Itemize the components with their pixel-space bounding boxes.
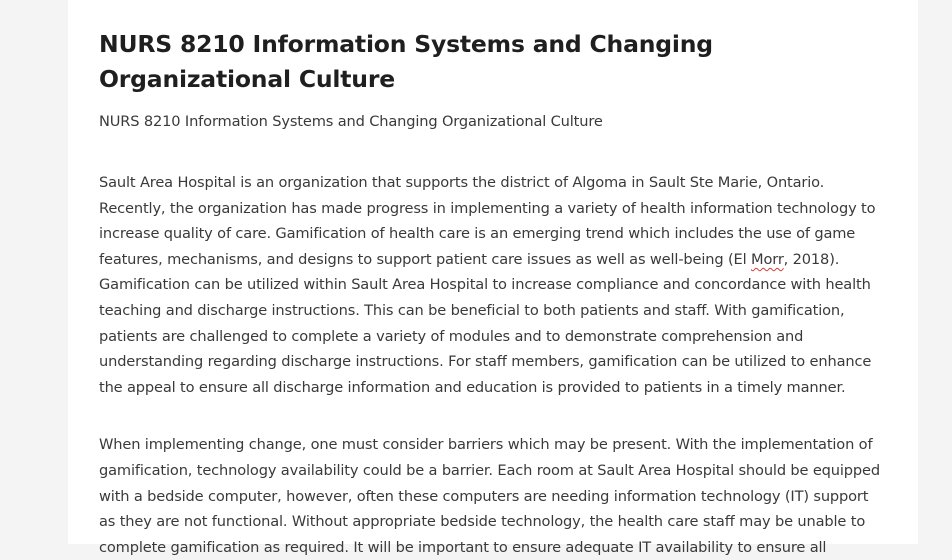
article-subtitle: NURS 8210 Information Systems and Changing Organizational Culture <box>99 113 603 130</box>
article-content <box>99 27 889 560</box>
article-title: NURS 8210 Information Systems and Changing Organizational Culture <box>99 30 713 93</box>
document-page <box>68 0 918 556</box>
paragraph-1-text-start: Sault Area Hospital is an organization that supports the district of Algoma in Sault Ste Marie, Ontario. Recently, the organization has made progress in implementing a variety of health information technology to increase quality of care. Gamification of health care is an emerging trend which includes the use of game features, mechanisms, and designs to support patient care issues as well as well-being (El <box>99 174 876 268</box>
paragraph-1 <box>99 170 889 400</box>
spellcheck-flagged-word[interactable]: Morr <box>751 250 784 268</box>
paragraph-2: When implementing change, one must consider barriers which may be present. With the implementation of gamification, technology availability could be a barrier. Each room at Sault Area Hospital should be equipped with a bedside computer, however, often these computers are needing information technology (IT) support as they are not functional. Without appropriate bedside technology, the health care staff may be unable to complete gamification as required. It will be important to ensure adequate IT availability to ensure all <box>99 436 880 556</box>
paragraph-1-text-end: , 2018). Gamification can be utilized within Sault Area Hospital to increase compliance and concordance with health teaching and discharge instructions. This can be beneficial to both patients and staff. With gamification, patients are challenged to complete a variety of modules and to demonstrate comprehension and understanding regarding discharge instructions. For staff members, gamification can be utilized to enhance the appeal to ensure all discharge information and education is provided to patients in a timely manner. <box>99 250 872 396</box>
